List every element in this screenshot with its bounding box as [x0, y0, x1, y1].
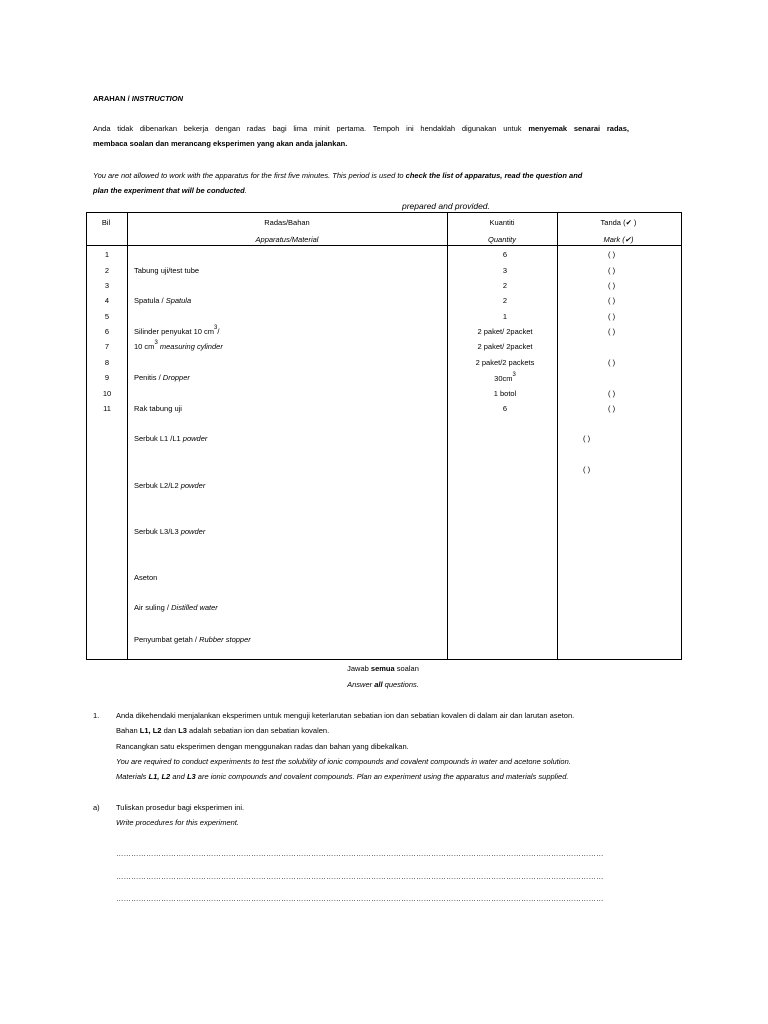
mark-checkbox[interactable]: ( )	[583, 465, 591, 474]
heading-malay: ARAHAN /	[93, 94, 130, 103]
item-powder-l3-english: powder	[180, 527, 206, 536]
intro-english-text: You are not allowed to work with the apparatus for the first five minutes. This period is used to	[93, 171, 404, 180]
material-l1: L1,	[148, 772, 160, 781]
bil-cell: 9	[104, 373, 110, 382]
item-spatula	[134, 297, 191, 305]
mark-checkbox[interactable]: ( )	[583, 434, 591, 443]
answer-all-text: Jawab	[347, 664, 369, 673]
superscript: 3	[512, 372, 516, 378]
superscript: 3	[154, 340, 158, 346]
intro-malay-text: Anda tidak dibenarkan bekerja dengan radas bagi lima minit pertama. Tempoh ini hendaklah digunakan untuk	[93, 124, 522, 133]
material-l3: L3	[186, 772, 196, 781]
item-powder-l1	[134, 435, 207, 443]
prepared-note: prepared and provided.	[402, 201, 490, 211]
quantity-cell: 6	[502, 250, 508, 259]
item-cylinder-english: measuring cylinder	[159, 342, 223, 351]
mark-checkbox[interactable]: ( )	[608, 312, 616, 321]
item-cylinder-volume: 10 cm	[134, 342, 155, 351]
quantity-cell: 2 paket/ 2packet	[477, 342, 533, 351]
part-a-malay: Tuliskan prosedur bagi eksperimen ini.	[116, 803, 245, 812]
bil-cell: 6	[104, 327, 110, 336]
item-stopper-malay: Penyumbat getah /	[134, 635, 197, 644]
instruction-heading	[93, 95, 183, 103]
item-water-malay: Air suling /	[134, 603, 170, 612]
question-line-3: Rancangkan satu eksperimen dengan menggunakan radas dan bahan yang dibekalkan.	[116, 742, 409, 751]
answer-line[interactable]: ……………………………………………………………………………………………………………………………………………………………………………	[116, 873, 604, 881]
intro-english-line1	[93, 172, 582, 180]
item-powder-l3	[134, 528, 205, 536]
quantity-cell: 2	[502, 281, 508, 290]
item-powder-l2-malay: Serbuk L2/L2	[134, 481, 179, 490]
mark-checkbox[interactable]: ( )	[608, 327, 616, 336]
header-tanda: Tanda (✔ )	[600, 218, 637, 227]
column-divider	[447, 213, 448, 659]
item-powder-l1-malay: Serbuk L1 /L1	[134, 434, 181, 443]
item-dropper	[134, 374, 190, 382]
quantity-cell: 6	[502, 404, 508, 413]
intro-english-period: .	[244, 186, 247, 195]
item-powder-l1-english: powder	[182, 434, 208, 443]
item-powder-l2-english: powder	[180, 481, 206, 490]
material-l2: L2	[152, 726, 162, 735]
material-l3: L3	[178, 726, 187, 735]
header-kuantiti-en: Quantity	[488, 235, 516, 244]
item-rubber-stopper	[134, 636, 251, 644]
part-a-english: Write procedures for this experiment.	[116, 818, 239, 827]
bil-cell: 11	[103, 404, 111, 413]
header-bil: Bil	[101, 218, 111, 227]
intro-english-line2	[93, 187, 247, 195]
superscript: 3	[214, 325, 218, 331]
quantity-cell: 3	[502, 266, 508, 275]
quantity-volume: 30cm	[494, 374, 513, 383]
quantity-cell: 1 botol	[493, 389, 517, 398]
mark-checkbox[interactable]: ( )	[608, 296, 616, 305]
item-dropper-english: Dropper	[162, 373, 190, 382]
question-number: 1.	[93, 711, 100, 720]
item-powder-l3-malay: Serbuk L3/L3	[134, 527, 179, 536]
intro-english-bold-2: plan the experiment that will be conducted	[93, 186, 245, 195]
quantity-cell: 2	[502, 296, 508, 305]
bil-cell: 2	[104, 266, 110, 275]
quantity-cell: 2 paket/2 packets	[475, 358, 535, 367]
item-cylinder-malay: Silinder penyukat 10 cm	[134, 327, 215, 336]
answer-line[interactable]: ……………………………………………………………………………………………………………………………………………………………………………	[116, 850, 604, 858]
intro-english-bold: check the list of apparatus, read the question and	[405, 171, 583, 180]
mark-checkbox[interactable]: ( )	[608, 281, 616, 290]
intro-malay-line2: membaca soalan dan merancang eksperimen yang akan anda jalankan.	[93, 139, 348, 148]
mark-checkbox[interactable]: ( )	[608, 389, 616, 398]
question-text: Bahan	[116, 726, 138, 735]
item-water-english: Distilled water	[171, 603, 218, 612]
bil-cell: 5	[104, 312, 110, 321]
heading-english: INSTRUCTION	[131, 94, 184, 103]
item-spatula-malay: Spatula /	[134, 296, 164, 305]
question-text: dan	[163, 726, 177, 735]
item-acetone: Aseton	[134, 573, 158, 582]
mark-checkbox[interactable]: ( )	[608, 250, 616, 259]
item-measuring-cylinder-2	[134, 340, 223, 351]
item-spatula-english: Spatula	[165, 296, 192, 305]
intro-malay-bold: menyemak senarai radas,	[528, 124, 629, 133]
mark-checkbox[interactable]: ( )	[608, 358, 616, 367]
header-radas-en: Apparatus/Material	[255, 235, 319, 244]
intro-malay-line1	[93, 125, 629, 133]
column-divider	[127, 213, 128, 659]
item-dropper-malay: Penitis /	[134, 373, 161, 382]
part-a-label: a)	[93, 803, 100, 812]
answer-all-english	[86, 681, 680, 689]
question-text: are ionic compounds and covalent compounds. Plan an experiment using the apparatus and materials supplied.	[197, 772, 569, 781]
bil-cell: 8	[104, 358, 110, 367]
bil-cell: 3	[104, 281, 110, 290]
question-text: and	[172, 772, 185, 781]
item-test-tube-rack: Rak tabung uji	[134, 404, 182, 413]
answer-all-bold: semua	[370, 664, 395, 673]
header-divider	[87, 245, 681, 246]
answer-all-text: questions.	[384, 680, 419, 689]
header-tanda-en: Mark (✔)	[603, 235, 634, 244]
bil-cell: 10	[102, 389, 112, 398]
material-l2: L2	[161, 772, 171, 781]
question-text: adalah sebatian ion dan sebatian kovalen.	[189, 726, 330, 735]
bil-cell: 4	[104, 296, 110, 305]
answer-all-malay	[86, 665, 680, 673]
material-l1: L1,	[139, 726, 151, 735]
answer-all-text: soalan	[396, 664, 419, 673]
question-text: Materials	[116, 772, 147, 781]
column-divider	[557, 213, 558, 659]
header-kuantiti: Kuantiti	[489, 218, 515, 227]
question-line-2	[116, 727, 329, 735]
mark-checkbox[interactable]: ( )	[608, 404, 616, 413]
bil-cell: 1	[104, 250, 110, 259]
quantity-cell: 1	[502, 312, 508, 321]
mark-checkbox[interactable]: ( )	[608, 266, 616, 275]
item-test-tube: Tabung uji/test tube	[134, 266, 200, 275]
slash: /	[217, 327, 220, 336]
item-stopper-english: Rubber stopper	[199, 635, 251, 644]
question-line-1: Anda dikehendaki menjalankan eksperimen untuk menguji keterlarutan sebatian ion dan sebatian kovalen di dalam air dan larutan aseton.	[116, 711, 575, 720]
item-measuring-cylinder	[134, 325, 220, 336]
item-powder-l2	[134, 482, 205, 490]
quantity-cell	[447, 372, 563, 383]
question-line-4: You are required to conduct experiments to test the solubility of ionic compounds and covalent compounds in water and acetone solution.	[116, 757, 571, 766]
quantity-cell: 2 paket/ 2packet	[477, 327, 533, 336]
answer-all-bold: all	[374, 680, 383, 689]
answer-line[interactable]: ……………………………………………………………………………………………………………………………………………………………………………	[116, 895, 604, 903]
question-line-5	[116, 773, 568, 781]
item-distilled-water	[134, 604, 218, 612]
answer-all-text: Answer	[347, 680, 373, 689]
header-radas: Radas/Bahan	[264, 218, 310, 227]
bil-cell: 7	[104, 342, 110, 351]
